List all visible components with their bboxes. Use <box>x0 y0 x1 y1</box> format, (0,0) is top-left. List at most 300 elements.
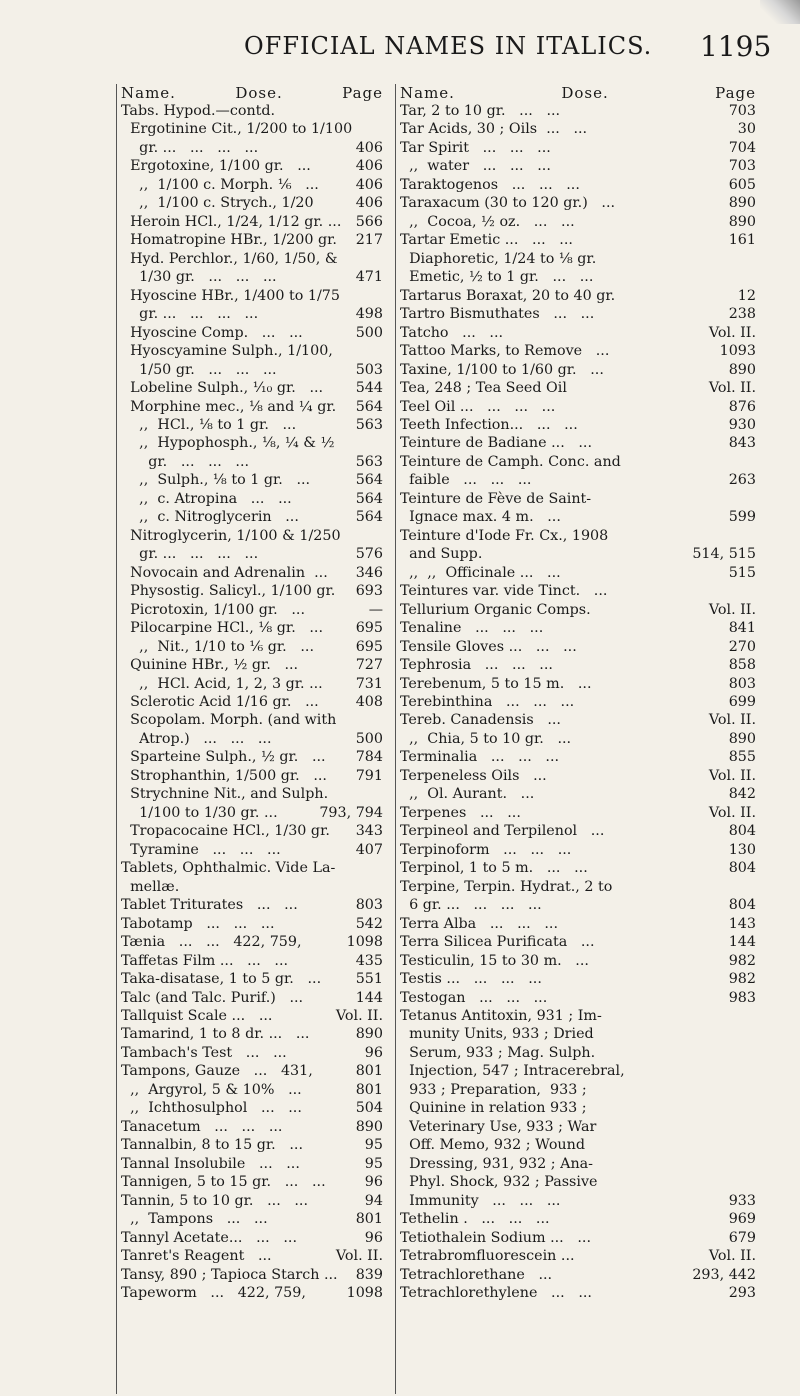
entry-text: Physostig. Salicyl., 1/100 gr. <box>121 583 336 600</box>
index-entry <box>121 508 383 526</box>
entry-page: 263 <box>728 472 756 489</box>
index-entry <box>400 139 756 157</box>
entry-page <box>379 342 383 360</box>
entry-page: 96 <box>364 1229 383 1246</box>
index-entry <box>400 619 756 637</box>
entry-text: ,, Ichthosulphol ... ... <box>121 1100 302 1117</box>
index-entry <box>400 1062 756 1080</box>
index-entry <box>121 268 383 286</box>
index-entry <box>400 841 756 859</box>
index-entry <box>121 157 383 175</box>
entry-text: Hyoscine Comp. ... ... <box>121 324 303 341</box>
index-entry <box>400 250 756 268</box>
entry-page <box>379 434 383 452</box>
entry-text: ,, Nit., 1/10 to ⅙ gr. ... <box>121 638 314 655</box>
entry-text: Quinine in relation 933 ; <box>400 1100 587 1117</box>
entry-text: Taka-disatase, 1 to 5 gr. ... <box>121 971 322 988</box>
entry-page: 804 <box>728 823 756 840</box>
index-entries <box>400 102 756 1302</box>
index-entry <box>400 804 756 822</box>
entry-text: Tablet Triturates ... ... <box>121 897 298 914</box>
entry-text: Terpineol and Terpilenol ... <box>400 823 605 840</box>
index-entry <box>121 527 383 545</box>
entry-text: Sclerotic Acid 1/16 gr. ... <box>121 694 319 710</box>
index-entry <box>121 545 383 563</box>
index-entry <box>121 1229 383 1247</box>
entry-text: Terpinol, 1 to 5 m. ... ... <box>400 860 588 877</box>
entry-page: 699 <box>728 694 756 710</box>
index-entry <box>121 1266 383 1284</box>
entry-text: Nitroglycerin, 1/100 & 1/250 <box>121 527 341 544</box>
entry-text: Teinture de Camph. Conc. and <box>400 453 621 470</box>
entry-text: ,, Hypophosph., ⅛, ¼ & ½ <box>121 435 335 452</box>
index-entry <box>121 767 383 785</box>
entry-text: mellæ. <box>121 878 180 895</box>
entry-page: 346 <box>355 564 383 581</box>
entry-text: Testiculin, 15 to 30 m. ... <box>400 952 589 969</box>
index-entry <box>400 638 756 656</box>
entry-page: 564 <box>355 472 383 489</box>
entry-text: ,, ,, Officinale ... ... <box>400 564 561 581</box>
entry-text: Phyl. Shock, 932 ; Passive <box>400 1174 598 1191</box>
page-number: 1195 <box>700 30 772 63</box>
index-entry <box>400 1155 756 1173</box>
index-entry <box>121 139 383 157</box>
entry-text: Terebenum, 5 to 15 m. ... <box>400 675 592 692</box>
column-header-name: Name. <box>121 84 176 102</box>
index-entry <box>121 453 383 471</box>
entry-page: 12 <box>737 287 756 304</box>
index-entry <box>400 1173 756 1191</box>
index-entry <box>121 471 383 489</box>
entry-text: Lobeline Sulph., ⅒ gr. ... <box>121 380 324 397</box>
entry-text: Off. Memo, 932 ; Wound <box>400 1137 585 1154</box>
entry-text: Terebinthina ... ... ... <box>400 694 575 710</box>
entry-text: Tartar Emetic ... ... ... <box>400 232 573 249</box>
entry-page: 1098 <box>346 934 383 951</box>
entry-text: Talc (and Talc. Purif.) ... <box>121 989 304 1006</box>
page-header <box>0 30 800 70</box>
entry-text: ,, water ... ... ... <box>400 158 551 175</box>
entry-text: ,, Argyrol, 5 & 10% ... <box>121 1081 302 1098</box>
column-header <box>121 84 383 102</box>
index-entry <box>121 1099 383 1117</box>
index-entry <box>121 434 383 452</box>
index-entry <box>400 1044 756 1062</box>
entry-page: 890 <box>728 361 756 378</box>
entry-text: Tethelin . ... ... ... <box>400 1211 550 1228</box>
entry-page: 95 <box>364 1137 383 1154</box>
index-entry <box>400 416 756 434</box>
entry-text: Terpine, Terpin. Hydrat., 2 to <box>400 878 613 895</box>
entry-text: Tannal Insolubile ... ... <box>121 1155 300 1172</box>
index-entry <box>121 656 383 674</box>
index-entry <box>400 970 756 988</box>
left-column <box>116 84 383 1394</box>
entry-page: 793, 794 <box>319 804 383 821</box>
entry-text: Tannin, 5 to 10 gr. ... ... <box>121 1192 309 1209</box>
index-entry <box>400 601 756 619</box>
entry-text: 1/50 gr. ... ... ... <box>121 361 277 378</box>
entry-page <box>752 1099 756 1117</box>
entry-text: Tetanus Antitoxin, 931 ; Im- <box>400 1007 602 1024</box>
index-entry <box>121 693 383 711</box>
entry-text: Tetiothalein Sodium ... ... <box>400 1229 591 1246</box>
index-entry <box>400 1266 756 1284</box>
entry-page <box>379 250 383 268</box>
entry-page: 982 <box>728 971 756 988</box>
index-entry <box>400 1210 756 1228</box>
index-entry <box>121 194 383 212</box>
entry-text: Terra Alba ... ... ... <box>400 915 558 932</box>
entry-page: 514, 515 <box>692 546 756 563</box>
index-entry <box>400 545 756 563</box>
index-entry <box>121 1192 383 1210</box>
entry-text: Morphine mec., ⅛ and ¼ gr. <box>121 398 337 415</box>
entry-page: Vol. II. <box>708 324 756 341</box>
entry-text: Tatcho ... ... <box>400 324 504 341</box>
entry-text: ,, 1/100 c. Morph. ⅙ ... <box>121 176 319 193</box>
entry-text: Terminalia ... ... ... <box>400 749 560 766</box>
index-entry <box>121 324 383 342</box>
entry-text: Tapeworm ... 422, 759, <box>121 1285 306 1301</box>
entry-text: Teinture de Fève de Saint- <box>400 490 592 507</box>
entry-page: 500 <box>355 324 383 341</box>
index-entry <box>400 785 756 803</box>
index-entry <box>400 582 756 600</box>
index-entry <box>121 878 383 896</box>
entry-text: Tannalbin, 8 to 15 gr. ... <box>121 1137 303 1154</box>
index-entry <box>121 1081 383 1099</box>
entry-text: Tanacetum ... ... ... <box>121 1118 283 1135</box>
entry-page: 803 <box>355 897 383 914</box>
entry-text: Tetrabromfluorescein ... <box>400 1248 575 1265</box>
entry-text: ,, Ol. Aurant. ... <box>400 786 535 803</box>
entry-text: Testogan ... ... ... <box>400 989 548 1006</box>
index-entry <box>121 176 383 194</box>
entry-page <box>752 1136 756 1154</box>
index-entry <box>400 915 756 933</box>
entry-text: Tar Acids, 30 ; Oils ... ... <box>400 121 588 138</box>
entry-text: ,, c. Atropina ... ... <box>121 490 292 507</box>
entry-page: 503 <box>355 361 383 378</box>
index-entry <box>121 822 383 840</box>
entry-page <box>752 1044 756 1062</box>
entry-page: 217 <box>355 232 383 249</box>
entry-page: 238 <box>728 306 756 323</box>
entry-page: 801 <box>355 1211 383 1228</box>
entry-text: Tartarus Boraxat, 20 to 40 gr. <box>400 287 616 304</box>
index-entry <box>400 361 756 379</box>
column-header-dose: Dose. <box>235 84 283 102</box>
entry-page: 801 <box>355 1063 383 1080</box>
entry-text: and Supp. <box>400 546 483 563</box>
entry-page: 801 <box>355 1081 383 1098</box>
entry-text: Tar, 2 to 10 gr. ... ... <box>400 103 561 119</box>
index-entry <box>121 989 383 1007</box>
index-entry <box>121 361 383 379</box>
index-entry <box>121 1007 383 1025</box>
entry-text: Taffetas Film ... ... ... <box>121 952 289 969</box>
index-entry <box>121 213 383 231</box>
entry-text: Teinture d'Iode Fr. Cx., 1908 <box>400 527 609 544</box>
entry-page: 408 <box>355 694 383 710</box>
entry-text: Ergotinine Cit., 1/200 to 1/100 <box>121 121 353 138</box>
entry-text: faible ... ... ... <box>400 472 532 489</box>
entry-page: Vol. II. <box>708 767 756 784</box>
entry-text: Testis ... ... ... ... <box>400 971 542 988</box>
entry-page: 406 <box>355 195 383 212</box>
index-entry <box>121 1062 383 1080</box>
entry-text: 1/100 to 1/30 gr. ... <box>121 804 278 821</box>
entry-page: 784 <box>355 749 383 766</box>
index-entry <box>400 508 756 526</box>
index-entry <box>400 268 756 286</box>
index-entry <box>400 1284 756 1302</box>
entry-page: 890 <box>355 1118 383 1135</box>
entry-text: Tetrachlorethane ... <box>400 1266 553 1283</box>
entry-page <box>752 1025 756 1043</box>
entry-text: ,, Chia, 5 to 10 gr. ... <box>400 730 572 747</box>
entry-text: Tyramine ... ... ... <box>121 841 281 858</box>
entry-page <box>752 527 756 545</box>
entry-page: 406 <box>355 139 383 156</box>
entry-page: 542 <box>355 915 383 932</box>
entry-page: 930 <box>728 416 756 433</box>
entry-page: 504 <box>355 1100 383 1117</box>
entry-text: Tanret's Reagent ... <box>121 1248 272 1265</box>
entry-page: 564 <box>355 398 383 415</box>
index-entry <box>400 471 756 489</box>
entry-page <box>379 527 383 545</box>
entry-page <box>379 711 383 729</box>
index-entry <box>400 730 756 748</box>
entry-page: Vol. II. <box>335 1007 383 1024</box>
index-entry <box>400 822 756 840</box>
entry-page <box>379 859 383 877</box>
index-entry <box>121 398 383 416</box>
entry-page: 843 <box>728 435 756 452</box>
entry-page: 406 <box>355 176 383 193</box>
entry-text: gr. ... ... ... ... <box>121 139 259 156</box>
entry-page: 144 <box>355 989 383 1006</box>
index-entry <box>400 157 756 175</box>
entry-text: Tabs. Hypod.—contd. <box>121 103 276 119</box>
entry-text: Tereb. Canadensis ... <box>400 712 561 729</box>
index-entry <box>400 1192 756 1210</box>
index-entry <box>121 1025 383 1043</box>
entry-page <box>752 1173 756 1191</box>
entry-page: 161 <box>728 232 756 249</box>
right-column <box>395 84 756 1394</box>
index-entry <box>400 1229 756 1247</box>
index-entry <box>400 656 756 674</box>
entry-page: 130 <box>728 841 756 858</box>
entry-page: 30 <box>737 121 756 138</box>
index-entry <box>121 601 383 619</box>
entry-text: Injection, 547 ; Intracerebral, <box>400 1063 625 1080</box>
entry-page <box>752 582 756 600</box>
entry-text: Tar Spirit ... ... ... <box>400 139 551 156</box>
index-entry <box>400 490 756 508</box>
index-entry <box>121 970 383 988</box>
entry-page: 563 <box>355 416 383 433</box>
entry-text: Taraktogenos ... ... ... <box>400 176 580 193</box>
index-entry <box>121 1155 383 1173</box>
entry-page <box>379 878 383 896</box>
index-entry <box>121 1044 383 1062</box>
index-entry <box>121 619 383 637</box>
index-entry <box>121 342 383 360</box>
entry-page: 704 <box>728 139 756 156</box>
column-header-dose: Dose. <box>561 84 609 102</box>
entry-text: Tetrachlorethylene ... ... <box>400 1285 592 1301</box>
entry-text: Terpinoform ... ... ... <box>400 841 572 858</box>
index-entry <box>400 1247 756 1265</box>
entry-page: 855 <box>728 749 756 766</box>
entry-text: Tartro Bismuthates ... ... <box>400 306 595 323</box>
index-entry <box>121 841 383 859</box>
entry-page: 500 <box>355 730 383 747</box>
entry-page: 890 <box>355 1026 383 1043</box>
entry-text: Hyoscyamine Sulph., 1/100, <box>121 343 333 360</box>
entry-page: 982 <box>728 952 756 969</box>
entry-text: Tropacocaine HCl., 1/30 gr. <box>121 823 330 840</box>
entry-text: Tablets, Ophthalmic. Vide La- <box>121 860 336 877</box>
column-header-page: Page <box>342 84 383 102</box>
entry-text: Immunity ... ... ... <box>400 1192 561 1209</box>
index-entry <box>400 711 756 729</box>
index-entry <box>400 324 756 342</box>
entry-text: Novocain and Adrenalin ... <box>121 564 328 581</box>
entry-page: 551 <box>355 971 383 988</box>
index-entry <box>121 859 383 877</box>
entry-text: Pilocarpine HCl., ⅛ gr. ... <box>121 620 324 637</box>
index-entry <box>400 379 756 397</box>
index-entry <box>121 638 383 656</box>
entry-page: 143 <box>728 915 756 932</box>
index-entry <box>400 213 756 231</box>
entry-page: Vol. II. <box>708 1248 756 1265</box>
index-entry <box>400 342 756 360</box>
index-entry <box>121 896 383 914</box>
index-entry <box>121 675 383 693</box>
entry-page <box>752 453 756 471</box>
entry-page: Vol. II. <box>708 380 756 397</box>
entry-page: 406 <box>355 158 383 175</box>
entry-page: — <box>368 601 383 618</box>
index-entry <box>121 730 383 748</box>
index-entry <box>400 398 756 416</box>
entry-page <box>752 1062 756 1080</box>
entry-page: 563 <box>355 453 383 470</box>
entry-page: 703 <box>728 103 756 119</box>
index-entry <box>121 582 383 600</box>
index-entry <box>400 527 756 545</box>
entry-text: Tambach's Test ... ... <box>121 1044 287 1061</box>
index-entry <box>400 748 756 766</box>
index-entry <box>400 231 756 249</box>
entry-page: 803 <box>728 675 756 692</box>
entry-text: Scopolam. Morph. (and with <box>121 712 337 729</box>
entry-text: Strychnine Nit., and Sulph. <box>121 786 329 803</box>
index-entry <box>121 915 383 933</box>
index-entry <box>400 767 756 785</box>
entry-text: Quinine HBr., ½ gr. ... <box>121 657 299 674</box>
entry-text: Tephrosia ... ... ... <box>400 657 553 674</box>
index-entry <box>400 1099 756 1117</box>
entry-page: 270 <box>728 638 756 655</box>
entry-page: Vol. II. <box>708 601 756 618</box>
entry-page: 858 <box>728 657 756 674</box>
entry-text: Tallquist Scale ... ... <box>121 1007 273 1024</box>
entry-text: Teeth Infection... ... ... <box>400 416 578 433</box>
entry-text: munity Units, 933 ; Dried <box>400 1026 594 1043</box>
entry-text: Taxine, 1/100 to 1/60 gr. ... <box>400 361 604 378</box>
index-entry <box>400 675 756 693</box>
column-header-page: Page <box>715 84 756 102</box>
index-entry <box>121 379 383 397</box>
entry-page: 564 <box>355 490 383 507</box>
entry-text: Tannyl Acetate... ... ... <box>121 1229 297 1246</box>
entry-page: 515 <box>728 564 756 581</box>
entry-text: Hyd. Perchlor., 1/60, 1/50, & <box>121 250 338 267</box>
index-entry <box>400 287 756 305</box>
index-entry <box>121 1247 383 1265</box>
entry-page <box>752 1007 756 1025</box>
entry-page: 841 <box>728 620 756 637</box>
entry-text: Tænia ... ... 422, 759, <box>121 934 302 951</box>
index-entry <box>400 1118 756 1136</box>
entry-page: Vol. II. <box>708 804 756 821</box>
entry-text: Strophanthin, 1/500 gr. ... <box>121 767 327 784</box>
entry-text: Tensile Gloves ... ... ... <box>400 638 577 655</box>
index-entry <box>400 120 756 138</box>
entry-page <box>752 878 756 896</box>
page-corner-fold <box>760 0 800 24</box>
entry-text: ,, Sulph., ⅛ to 1 gr. ... <box>121 472 311 489</box>
entry-page <box>752 1155 756 1173</box>
index-entry <box>400 434 756 452</box>
entry-page <box>752 1118 756 1136</box>
entry-text: Tenaline ... ... ... <box>400 620 544 637</box>
entry-text: Tannigen, 5 to 15 gr. ... ... <box>121 1174 326 1191</box>
entry-page <box>752 490 756 508</box>
entry-page: 343 <box>355 823 383 840</box>
entry-text: Veterinary Use, 933 ; War <box>400 1118 597 1135</box>
entry-text: gr. ... ... ... <box>121 453 250 470</box>
index-entry <box>121 305 383 323</box>
entry-text: Tea, 248 ; Tea Seed Oil <box>400 380 567 397</box>
entry-text: Tattoo Marks, to Remove ... <box>400 343 610 360</box>
running-title: OFFICIAL NAMES IN ITALICS. <box>244 32 653 60</box>
index-entry <box>121 1173 383 1191</box>
entry-text: Teel Oil ... ... ... ... <box>400 398 556 415</box>
index-entry <box>121 102 383 120</box>
entry-text: gr. ... ... ... ... <box>121 306 259 323</box>
index-entry <box>400 1025 756 1043</box>
entry-text: ,, 1/100 c. Strych., 1/20 <box>121 195 314 212</box>
entry-text: Taraxacum (30 to 120 gr.) ... <box>400 195 616 212</box>
entry-text: Heroin HCl., 1/24, 1/12 gr. ... <box>121 213 342 230</box>
index-entry <box>121 231 383 249</box>
entry-page: 293 <box>728 1285 756 1301</box>
entry-page: Vol. II. <box>708 712 756 729</box>
index-entry <box>121 748 383 766</box>
index-entry <box>121 1210 383 1228</box>
entry-text: Teinture de Badiane ... ... <box>400 435 593 452</box>
entry-page: 564 <box>355 509 383 526</box>
